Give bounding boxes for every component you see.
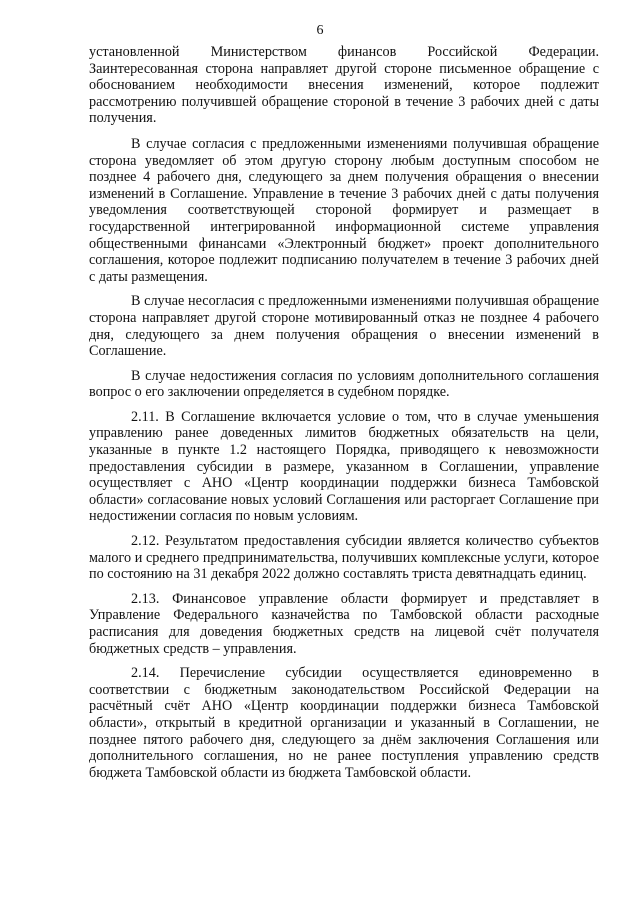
paragraph-2-11: 2.11. В Соглашение включается условие о том, что в случае уменьшения управлению ранее доведенных лимитов бюджетных обязательств на цели, указанные в пункте 1.2 настоящего Порядка, приводящего к невозможности предоставления субсидии в размере, указанном в Соглашении, управление осуществляет с АНО «Центр координации поддержки бизнеса Тамбовской области» согласование новых условий Соглашения или расторгает Соглашение при недостижении согласия по новым условиям. xyxy=(89,408,599,525)
paragraph-2-13: 2.13. Финансовое управление области формирует и представляет в Управление Федерального казначейства по Тамбовской области расходные расписания для доведения бюджетных средств на лицевой счёт получателя бюджетных средств – управления. xyxy=(89,590,599,657)
page-number: 6 xyxy=(316,23,324,38)
paragraph-agreement-refusal: В случае несогласия с предложенными изменениями получившая обращение сторона направляет другой стороне мотивированный отказ не позднее 4 рабочего дня, следующего за днем получения обращения о внесении изменений в Соглашение. xyxy=(89,293,599,360)
document-body xyxy=(89,44,599,789)
paragraph-court-procedure: В случае недостижения согласия по условиям дополнительного соглашения вопрос о его заключении определяется в судебном порядке. xyxy=(89,367,599,401)
paragraph-2-12: 2.12. Результатом предоставления субсидии является количество субъектов малого и среднего предпринимательства, получивших комплексные услуги, которое по состоянию на 31 декабря 2022 должно составлять триста девятнадцать единиц. xyxy=(89,533,599,583)
paragraph-2-14: 2.14. Перечисление субсидии осуществляется единовременно в соответствии с бюджетным законодательством Российской Федерации на расчётный счёт АНО «Центр координации поддержки бизнеса Тамбовской области», открытый в кредитной организации и указанный в Соглашении, не позднее пятого рабочего дня, следующего за днём заключения Соглашения или дополнительного соглашения, но не ранее поступления управлению средств бюджета Тамбовской области из бюджета Тамбовской области. xyxy=(89,665,599,781)
paragraph-continuation: установленной Министерством финансов Российской Федерации. Заинтересованная сторона направляет другой стороне письменное обращение с обоснованием необходимости внесения изменений, которое подлежит рассмотрению получившей обращение стороной в течение 3 рабочих дней с даты получения. xyxy=(89,44,599,127)
paragraph-agreement-consent: В случае согласия с предложенными изменениями получившая обращение сторона уведомляет об этом другую сторону любым доступным способом не позднее 4 рабочего дня, следующего за днем получения обращения о внесении изменений в Соглашение. Управление в течение 3 рабочих дней с даты получения уведомления соответствующей стороной формирует и размещает в государственной интегрированной информационной системе управления общественными финансами «Электронный бюджет» проект дополнительного соглашения, которое подлежит подписанию получателем в течение 3 рабочих дней с даты размещения. xyxy=(89,135,599,285)
